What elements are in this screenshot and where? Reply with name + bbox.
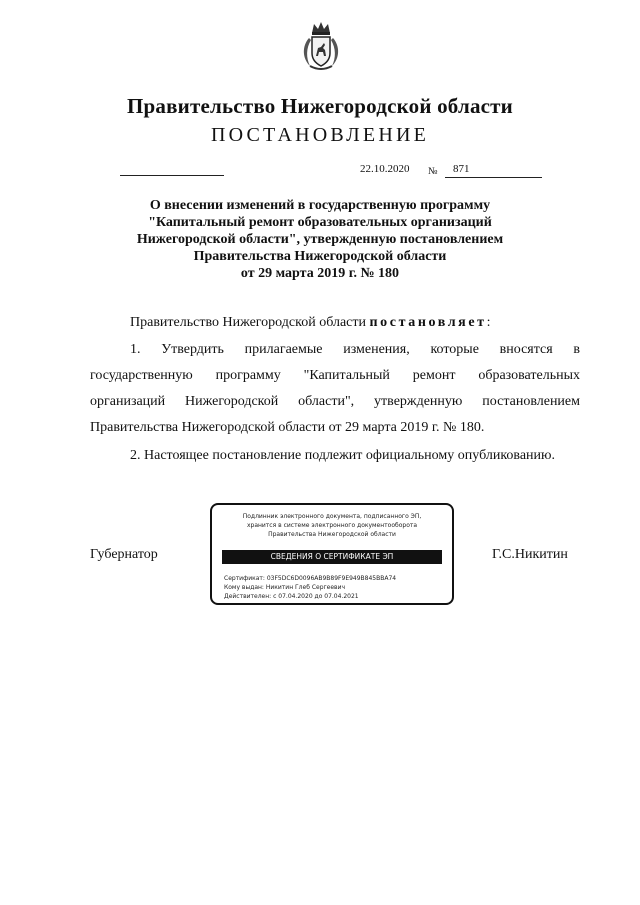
document-heading	[80, 197, 560, 282]
document-date: 22.10.2020	[360, 163, 410, 175]
document-number: 871	[445, 163, 542, 178]
stamp-note-line: хранится в системе электронного документооборота	[246, 522, 418, 529]
clause-2: 2. Настоящее постановление подлежит официальному опубликованию.	[130, 448, 555, 463]
certificate-validity: Действителен: с 07.04.2020 до 07.04.2021	[224, 593, 359, 600]
signer-name: Г.С.Никитин	[492, 547, 568, 562]
date-blank-line	[120, 175, 224, 176]
stamp-note-line: Правительства Нижегородской области	[268, 531, 396, 538]
stamp-note	[212, 512, 452, 539]
clause-1: 1. Утвердить прилагаемые изменения, которые вносятся в государственную программу "Капитальный ремонт образовательных организаций Нижегородской области", утвержденную постановлением Правительства Нижегородской области от 29 марта 2019 г. № 180.	[90, 342, 580, 435]
document-type: ПОСТАНОВЛЕНИЕ	[210, 124, 430, 146]
certificate-owner: Кому выдан: Никитин Глеб Сергеевич	[224, 584, 346, 591]
stamp-note-line: Подлинник электронного документа, подписанного ЭП,	[242, 513, 422, 520]
certificate-details	[224, 574, 396, 601]
heading-line: "Капитальный ремонт образовательных организаций	[148, 215, 492, 230]
preamble-lead: Правительство Нижегородской области	[130, 315, 366, 330]
signer-role: Губернатор	[90, 547, 158, 562]
certificate-serial: Сертификат: 03F5DC6D0096AB9B89F9E949B845BBA74	[224, 575, 397, 582]
coat-of-arms-emblem	[301, 20, 341, 72]
certificate-info-bar: СВЕДЕНИЯ О СЕРТИФИКАТЕ ЭП	[222, 550, 442, 564]
e-signature-stamp	[210, 503, 454, 605]
government-name: Правительство Нижегородской области	[127, 94, 513, 118]
heading-line: Правительства Нижегородской области	[193, 249, 447, 264]
number-sign: №	[428, 166, 438, 177]
preamble-colon: :	[486, 315, 491, 330]
heading-line: Нижегородской области", утвержденную постановлением	[136, 232, 504, 247]
preamble	[130, 315, 491, 331]
heading-line: от 29 марта 2019 г. № 180	[240, 266, 400, 281]
heading-line: О внесении изменений в государственную программу	[149, 198, 491, 213]
preamble-decree: постановляет	[369, 315, 487, 330]
